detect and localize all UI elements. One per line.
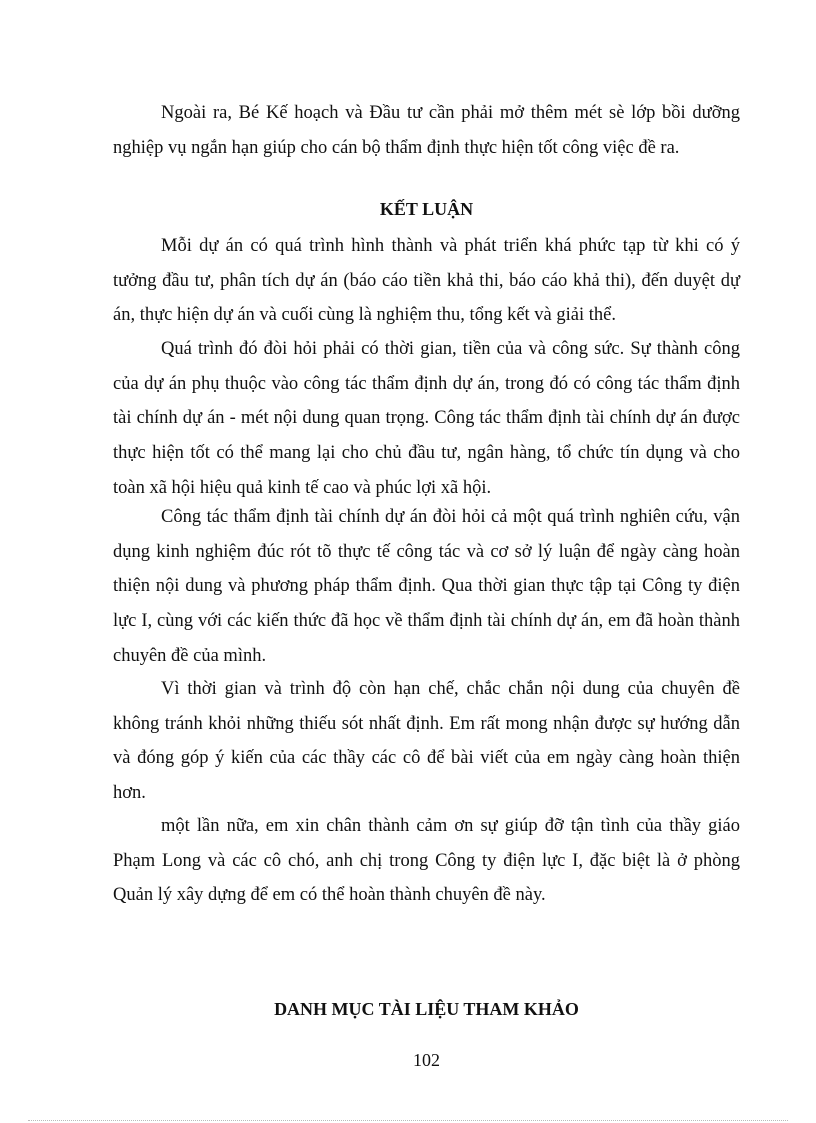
page-number: 102 bbox=[413, 1050, 440, 1070]
conclusion-paragraph-limitations: Vì thời gian và trình độ còn hạn chế, chắc chắn nội dung của chuyên đề không tránh khỏi những thiếu sót nhất định. Em rất mong nhận được sự hướng dẫn và đóng góp ý kiến của các thầy các cô để bài viết của em ngày càng hoàn thiện hơn. bbox=[113, 679, 740, 804]
conclusion-heading: KẾT LUẬN bbox=[379, 199, 474, 219]
paragraph-training-recommendation: Ngoài ra, Bé Kế hoạch và Đầu tư cần phải mở thêm mét sè lớp bồi dưỡng nghiệp vụ ngắn hạn giúp cho cán bộ thẩm định thực hiện tốt công việc đề ra. bbox=[113, 103, 740, 158]
references-heading: DANH MỤC TÀI LIỆU THAM KHẢO bbox=[274, 999, 579, 1019]
conclusion-paragraph-project-lifecycle: Mỗi dự án có quá trình hình thành và phát triển khá phức tạp từ khi có ý tưởng đầu tư, phân tích dự án (báo cáo tiền khả thi, báo cáo khả thi), đến duyệt dự án, thực hiện dự án và cuối cùng là nghiệm thu, tổng kết và giải thể. bbox=[113, 236, 740, 326]
conclusion-paragraph-research-process: Công tác thẩm định tài chính dự án đòi hỏi cả một quá trình nghiên cứu, vận dụng kinh nghiệm đúc rót tõ thực tế công tác và cơ sở lý luận để ngày càng hoàn thiện nội dung và phương pháp thẩm định. Qua thời gian thực tập tại Công ty điện lực I, cùng với các kiến thức đã học về thẩm định tài chính dự án, em đã hoàn thành chuyên đề của mình. bbox=[113, 507, 740, 666]
conclusion-paragraph-appraisal-importance: Quá trình đó đòi hỏi phải có thời gian, tiền của và công sức. Sự thành công của dự án phụ thuộc vào công tác thẩm định dự án, trong đó có công tác thẩm định tài chính dự án - mét nội dung quan trọng. Công tác thẩm định tài chính dự án được thực hiện tốt có thể mang lại cho chủ đầu tư, ngân hàng, tổ chức tín dụng và cho toàn xã hội hiệu quả kinh tế cao và phúc lợi xã hội. bbox=[113, 339, 740, 498]
page-bottom-divider bbox=[28, 1120, 788, 1121]
conclusion-paragraph-acknowledgement: một lần nữa, em xin chân thành cảm ơn sự giúp đỡ tận tình của thầy giáo Phạm Long và các cô chó, anh chị trong Công ty điện lực I, đặc biệt là ở phòng Quản lý xây dựng để em có thể hoàn thành chuyên đề này. bbox=[113, 816, 740, 906]
